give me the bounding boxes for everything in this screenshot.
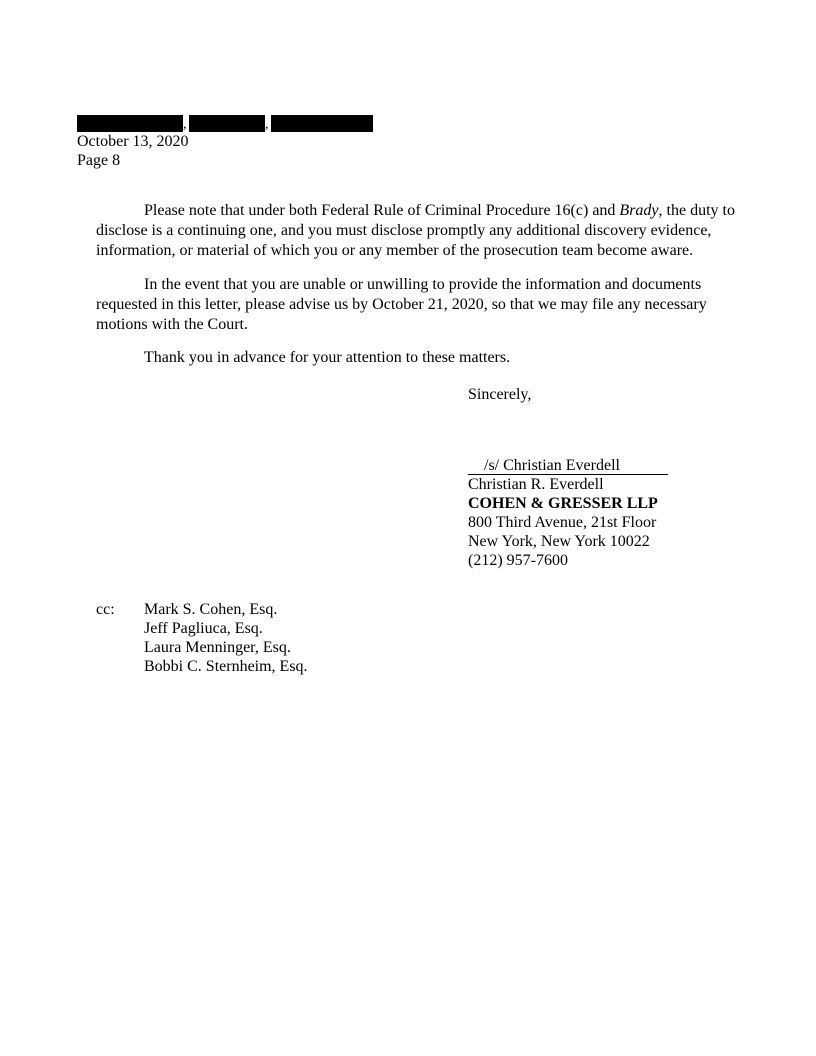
- signature-block: [468, 456, 668, 570]
- redacted-addressee-line: [77, 114, 373, 132]
- paragraph-text: Please note that under both Federal Rule of Criminal Procedure 16(c) and: [144, 202, 620, 219]
- paragraph-deadline: In the event that you are unable or unwilling to provide the information and documents requested in this letter, please advise us by October 21, 2020, so that we may file any necessary motions with the Court.: [96, 276, 707, 333]
- electronic-signature: /s/ Christian Everdell: [468, 457, 668, 475]
- paragraph-text: , the duty to disclose is a continuing one, and you must disclose promptly any additional discovery evidence, information, or material of which you or any member of the prosecution team become aware.: [96, 202, 735, 259]
- phone-number: (212) 957-7600: [468, 552, 568, 569]
- case-name-italic: Brady: [619, 202, 659, 219]
- redaction-block: [77, 115, 183, 132]
- redaction-block: [271, 115, 373, 132]
- separator-comma: ,: [183, 117, 187, 132]
- cc-recipient: Laura Menninger, Esq.: [144, 639, 291, 656]
- separator-comma: ,: [265, 117, 269, 132]
- cc-recipient: Mark S. Cohen, Esq.: [144, 601, 278, 618]
- closing: Sincerely,: [468, 386, 532, 403]
- cc-recipient: Jeff Pagliuca, Esq.: [144, 620, 263, 637]
- paragraph-continuing-duty: [96, 201, 736, 261]
- cc-recipient: Bobbi C. Sternheim, Esq.: [144, 658, 308, 675]
- redaction-block: [189, 115, 265, 132]
- address-line-1: 800 Third Avenue, 21st Floor: [468, 514, 657, 531]
- paragraph-thanks: Thank you in advance for your attention to these matters.: [144, 349, 511, 366]
- cc-label: cc:: [96, 601, 115, 618]
- page-number: Page 8: [77, 152, 121, 169]
- letter-date: October 13, 2020: [77, 133, 189, 150]
- letter-header: [77, 114, 373, 170]
- signer-name: Christian R. Everdell: [468, 476, 604, 493]
- cc-recipient-list: [144, 600, 308, 676]
- cc-section: [96, 600, 308, 676]
- firm-name: COHEN & GRESSER LLP: [468, 495, 658, 512]
- address-line-2: New York, New York 10022: [468, 533, 650, 550]
